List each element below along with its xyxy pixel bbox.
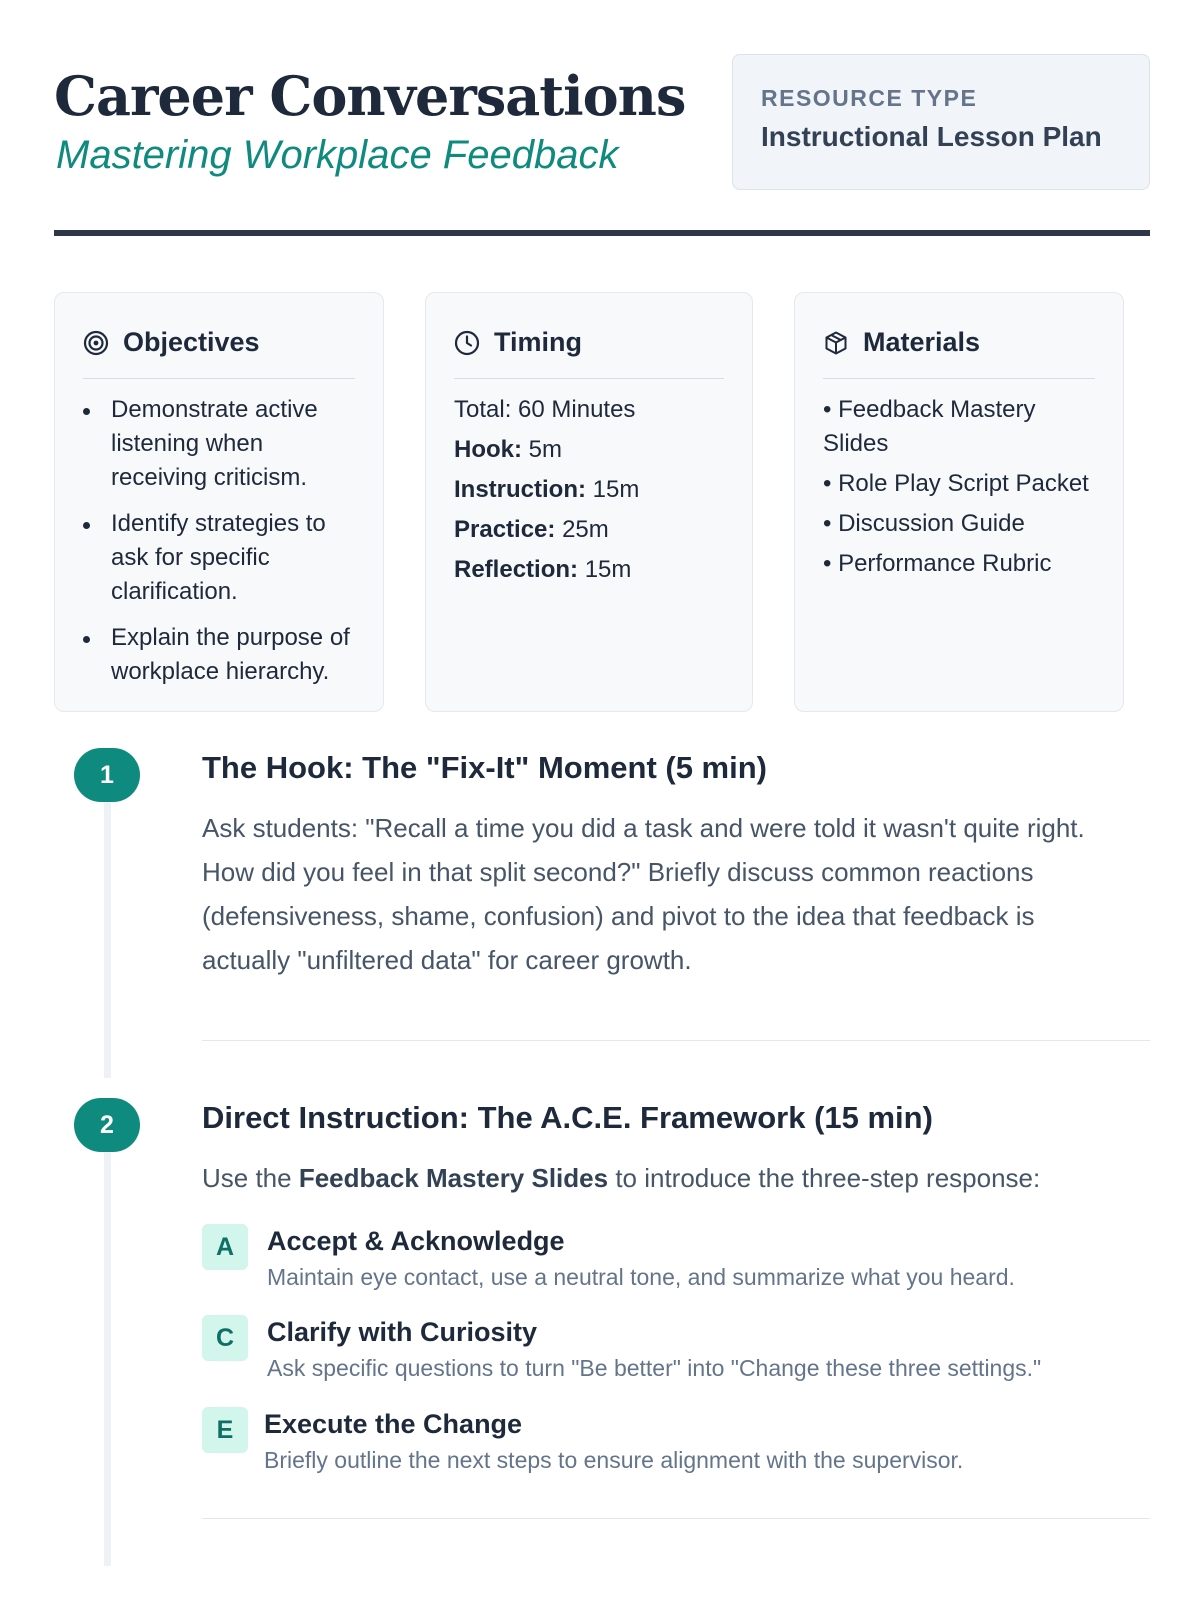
list-item: Demonstrate active listening when receiving criticism. — [83, 393, 355, 495]
timing-total: Total: 60 Minutes — [454, 396, 636, 423]
ace-title: Clarify with Curiosity — [267, 1317, 538, 1347]
list-item: • Role Play Script Packet — [823, 470, 1089, 497]
timing-label: Instruction: — [454, 476, 586, 503]
timing-title: Timing — [494, 327, 583, 357]
ace-letter-badge: E — [202, 1407, 248, 1453]
objectives-card — [54, 292, 384, 712]
ace-item-accept — [202, 1224, 1150, 1304]
timing-row-instruction — [454, 473, 724, 507]
package-icon — [823, 330, 849, 356]
step-number-badge: 2 — [74, 1098, 140, 1152]
objectives-title: Objectives — [123, 327, 260, 357]
resource-type-value: Instructional Lesson Plan — [761, 121, 1102, 152]
step-title: Direct Instruction: The A.C.E. Framework (15 min) — [202, 1100, 933, 1135]
ace-item-execute — [202, 1407, 1150, 1487]
ace-description: Maintain eye contact, use a neutral tone, and summarize what you heard. — [267, 1264, 1015, 1290]
ace-item-clarify — [202, 1315, 1150, 1395]
ace-letter-badge: A — [202, 1224, 248, 1270]
timing-label: Practice: — [454, 516, 556, 543]
timing-row-hook — [454, 433, 724, 467]
ace-description: Briefly outline the next steps to ensure alignment with the supervisor. — [264, 1447, 964, 1473]
timing-value: 15m — [584, 556, 632, 583]
step-intro-text: Use the — [202, 1163, 299, 1193]
list-item: Explain the purpose of workplace hierarchy. — [83, 621, 355, 689]
page-title: Career Conversations — [54, 64, 686, 128]
target-icon — [83, 330, 109, 356]
clock-icon — [454, 330, 480, 356]
resource-type-box — [732, 54, 1150, 190]
materials-card — [794, 292, 1124, 712]
timing-label: Reflection: — [454, 556, 579, 583]
list-item: Identify strategies to ask for specific clarification. — [83, 507, 355, 609]
list-item: • Discussion Guide — [823, 510, 1025, 537]
timeline-line — [104, 788, 111, 1078]
step-intro — [202, 1156, 1150, 1200]
timing-value: 5m — [528, 436, 563, 463]
timing-card — [425, 292, 753, 712]
timing-row-reflection — [454, 553, 724, 587]
page-header — [54, 54, 1150, 194]
resource-type-label: RESOURCE TYPE — [761, 85, 978, 111]
list-item: • Feedback Mastery Slides — [823, 396, 1036, 457]
ace-title: Accept & Acknowledge — [267, 1226, 565, 1256]
materials-list — [823, 379, 1095, 581]
step-title: The Hook: The "Fix-It" Moment (5 min) — [202, 750, 767, 785]
ace-letter-badge: C — [202, 1315, 248, 1361]
step-description: Ask students: "Recall a time you did a task and were told it wasn't quite right. How did you feel in that split second?" Briefly discuss common reactions (defensiveness, shame, confusion) and pivot to the idea that feedback is actually "unfiltered data" for career growth. — [202, 813, 1085, 975]
timing-label: Hook: — [454, 436, 522, 463]
step-divider — [202, 1040, 1150, 1041]
timing-card-header — [454, 321, 724, 379]
list-item: • Performance Rubric — [823, 550, 1052, 577]
ace-title: Execute the Change — [264, 1409, 523, 1439]
timing-value: 25m — [562, 516, 609, 543]
step-intro-text: to introduce the three-step response: — [608, 1163, 1041, 1193]
timing-value: 15m — [592, 476, 640, 503]
header-divider — [54, 230, 1150, 236]
objectives-card-header — [83, 321, 355, 379]
ace-description: Ask specific questions to turn "Be better" into "Change these three settings." — [267, 1355, 1042, 1381]
step-number-badge: 1 — [74, 748, 140, 802]
materials-card-header — [823, 321, 1095, 379]
step-divider — [202, 1518, 1150, 1519]
step-intro-highlight: Feedback Mastery Slides — [298, 1163, 609, 1193]
timeline-line — [104, 1138, 111, 1566]
page-subtitle: Mastering Workplace Feedback — [56, 133, 619, 177]
timing-row-practice — [454, 513, 724, 547]
materials-title: Materials — [863, 327, 981, 357]
objectives-list — [83, 393, 355, 689]
